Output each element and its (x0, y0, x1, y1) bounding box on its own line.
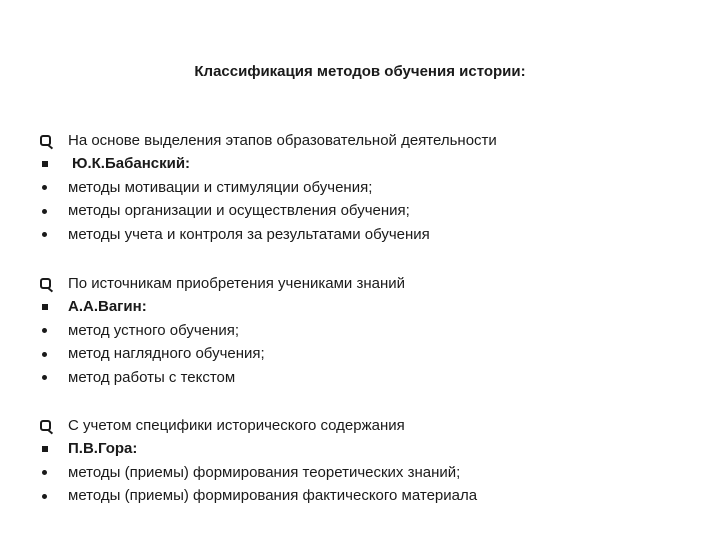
round-bullet-icon (42, 352, 47, 357)
list-item (40, 366, 700, 390)
hollow-square-bullet-icon (40, 420, 51, 431)
list-item-text: метод наглядного обучения; (68, 345, 265, 363)
list-item-text: методы учета и контроля за результатами обучения (68, 225, 430, 243)
round-bullet-icon (42, 375, 47, 380)
list-item (40, 319, 700, 343)
list-item (40, 200, 700, 224)
list-item (40, 485, 700, 509)
round-bullet-icon (42, 470, 47, 475)
hollow-square-bullet-icon (40, 135, 51, 146)
round-bullet-icon (42, 494, 47, 499)
round-bullet-icon (42, 328, 47, 333)
list-item (40, 461, 700, 485)
section-heading (40, 414, 700, 438)
section-author-text: П.В.Гора: (68, 440, 138, 458)
classification-section-gora (40, 414, 700, 508)
section-heading (40, 272, 700, 296)
list-item-text: методы (приемы) формирования фактического материала (68, 487, 478, 505)
section-author (40, 296, 700, 320)
square-bullet-icon (42, 446, 48, 452)
classification-section-babansky (40, 129, 700, 247)
list-item-text: методы организации и осуществления обучения; (68, 202, 410, 220)
round-bullet-icon (42, 232, 47, 237)
section-author (40, 153, 700, 177)
hollow-square-bullet-icon (40, 278, 51, 289)
list-item-text: методы мотивации и стимуляции обучения; (68, 178, 373, 196)
square-bullet-icon (42, 161, 48, 167)
section-heading-text: С учетом специфики исторического содержания (68, 416, 405, 434)
list-item (40, 343, 700, 367)
round-bullet-icon (42, 209, 47, 214)
list-item-text: методы (приемы) формирования теоретических знаний; (68, 463, 461, 481)
list-item (40, 176, 700, 200)
list-item-text: метод работы с текстом (68, 368, 236, 386)
section-heading-text: На основе выделения этапов образовательной деятельности (68, 131, 497, 149)
classification-section-vagin (40, 272, 700, 390)
slide-title: Классификация методов обучения истории: (194, 63, 526, 80)
square-bullet-icon (42, 304, 48, 310)
list-item (40, 223, 700, 247)
section-heading-text: По источникам приобретения учениками знаний (68, 274, 405, 292)
section-heading (40, 129, 700, 153)
section-author-text: Ю.К.Бабанский: (72, 155, 191, 173)
section-author (40, 438, 700, 462)
section-author-text: А.А.Вагин: (68, 298, 147, 316)
list-item-text: метод устного обучения; (68, 321, 239, 339)
round-bullet-icon (42, 185, 47, 190)
